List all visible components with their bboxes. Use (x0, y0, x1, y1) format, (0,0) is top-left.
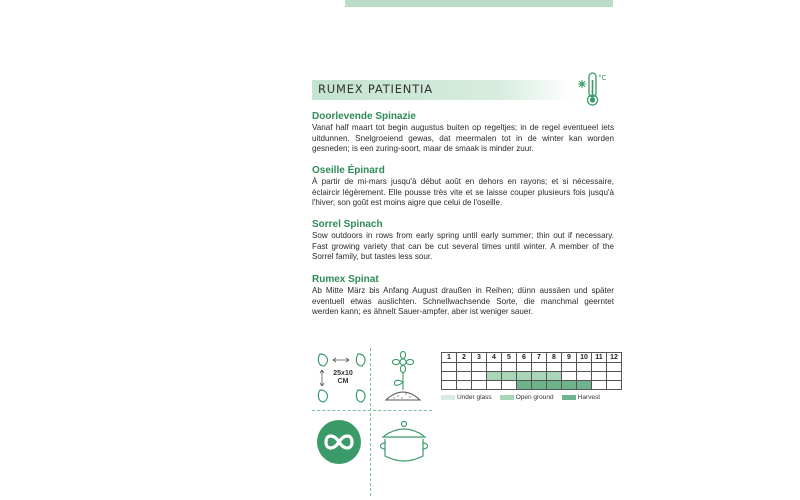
calendar-row-open-ground (442, 372, 622, 381)
section-english (312, 219, 614, 263)
legend-label-open-ground: Open ground (515, 394, 554, 401)
calendar-cell (547, 363, 562, 372)
calendar-cell (592, 363, 607, 372)
calendar-cell (532, 372, 547, 381)
calendar-cell (487, 363, 502, 372)
section-heading-dutch: Doorlevende Spinazie (312, 111, 416, 122)
calendar-cell (517, 372, 532, 381)
calendar-cell (457, 363, 472, 372)
section-text-english: Sow outdoors in rows from early spring until early summer; thin out if necessary. Fast growing variety that can be cut several times until winter. A member of the Sorrel family, but tastes less sour. (312, 231, 614, 262)
calendar-cell (592, 381, 607, 390)
calendar-month-label: 12 (607, 353, 622, 363)
svg-text:°C: °C (598, 74, 607, 82)
section-heading-french: Oseille Épinard (312, 165, 385, 176)
calendar-row-harvest (442, 381, 622, 390)
calendar-month-label: 11 (592, 353, 607, 363)
icons-grid (312, 348, 432, 496)
calendar-cell (502, 372, 517, 381)
spacing-label (328, 370, 358, 386)
calendar-month-label: 2 (457, 353, 472, 363)
calendar-cell (472, 372, 487, 381)
top-color-band (345, 0, 613, 7)
calendar-month-label: 5 (502, 353, 517, 363)
calendar-table (441, 352, 622, 390)
calendar-cell (517, 363, 532, 372)
calendar-cell (547, 372, 562, 381)
legend-harvest (562, 394, 600, 401)
section-heading-german: Rumex Spinat (312, 274, 379, 285)
calendar-month-label: 3 (472, 353, 487, 363)
calendar-cell (562, 372, 577, 381)
calendar-legend (441, 394, 600, 401)
section-text-german: Ab Mitte März bis Anfang August draußen in Reihen; dünn aussäen und später eventuell etwas auslichten. Schnellwachsende Sorte, die manchmal geerntet werden kann; es ähnelt Sauer-ampfer, aber ist weniger sauer. (312, 286, 614, 317)
calendar-cell (547, 381, 562, 390)
calendar-cell (577, 363, 592, 372)
spacing-label-unit: CM (337, 378, 349, 385)
calendar-cell (442, 381, 457, 390)
calendar-months-row (442, 353, 622, 363)
calendar-cell (472, 363, 487, 372)
calendar-cell (502, 381, 517, 390)
section-dutch (312, 111, 614, 155)
calendar-cell (562, 363, 577, 372)
thermometer-snowflake-icon (575, 70, 609, 108)
sowing-calendar (441, 352, 622, 390)
calendar-month-label: 4 (487, 353, 502, 363)
calendar-cell (457, 372, 472, 381)
section-heading-english: Sorrel Spinach (312, 219, 383, 230)
section-french (312, 165, 614, 209)
calendar-month-label: 6 (517, 353, 532, 363)
calendar-row-under-glass (442, 363, 622, 372)
section-text-dutch: Vanaf half maart tot begin augustus buiten op regeltjes; in de regel eventueel iets uitdunnen. Snelgroeiend gewas, dat meermalen tot in de winter kan worden gesneden; is een zuring-soort, maar de smaak is minder zuur. (312, 123, 614, 154)
legend-label-under-glass: Under glass (457, 394, 492, 401)
legend-swatch-harvest (562, 395, 576, 400)
calendar-month-label: 8 (547, 353, 562, 363)
calendar-cell (607, 363, 622, 372)
calendar-cell (442, 372, 457, 381)
legend-open-ground (500, 394, 554, 401)
legend-swatch-under-glass (441, 395, 455, 400)
flower-plant-icon (376, 350, 430, 408)
calendar-cell (487, 381, 502, 390)
section-text-french: À partir de mi-mars jusqu'à début août en dehors en rayons; et si nécessaire, éclaircir légèrement. Elle pousse très vite et se laisse couper plusieurs fois jusqu'à l'hiver; son goût est moins aigre que celui de l'oseille. (312, 177, 614, 208)
calendar-month-label: 9 (562, 353, 577, 363)
calendar-cell (562, 381, 577, 390)
calendar-cell (532, 363, 547, 372)
calendar-cell (442, 363, 457, 372)
grid-divider-vertical (370, 348, 371, 496)
legend-under-glass (441, 394, 492, 401)
calendar-cell (487, 372, 502, 381)
calendar-month-label: 7 (532, 353, 547, 363)
calendar-cell (517, 381, 532, 390)
calendar-cell (577, 372, 592, 381)
calendar-month-label: 1 (442, 353, 457, 363)
calendar-cell (532, 381, 547, 390)
infinity-icon (314, 416, 368, 470)
calendar-cell (502, 363, 517, 372)
calendar-month-label: 10 (577, 353, 592, 363)
calendar-cell (472, 381, 487, 390)
page-title: RUMEX PATIENTIA (318, 82, 433, 96)
spacing-label-dimensions: 25x10 (333, 370, 353, 377)
legend-swatch-open-ground (500, 395, 514, 400)
calendar-cell (577, 381, 592, 390)
legend-label-harvest: Harvest (577, 394, 601, 401)
calendar-cell (607, 381, 622, 390)
calendar-cell (457, 381, 472, 390)
cooking-pot-icon (376, 416, 432, 470)
calendar-cell (607, 372, 622, 381)
section-german (312, 274, 614, 318)
calendar-cell (592, 372, 607, 381)
grid-divider-horizontal (312, 410, 432, 411)
